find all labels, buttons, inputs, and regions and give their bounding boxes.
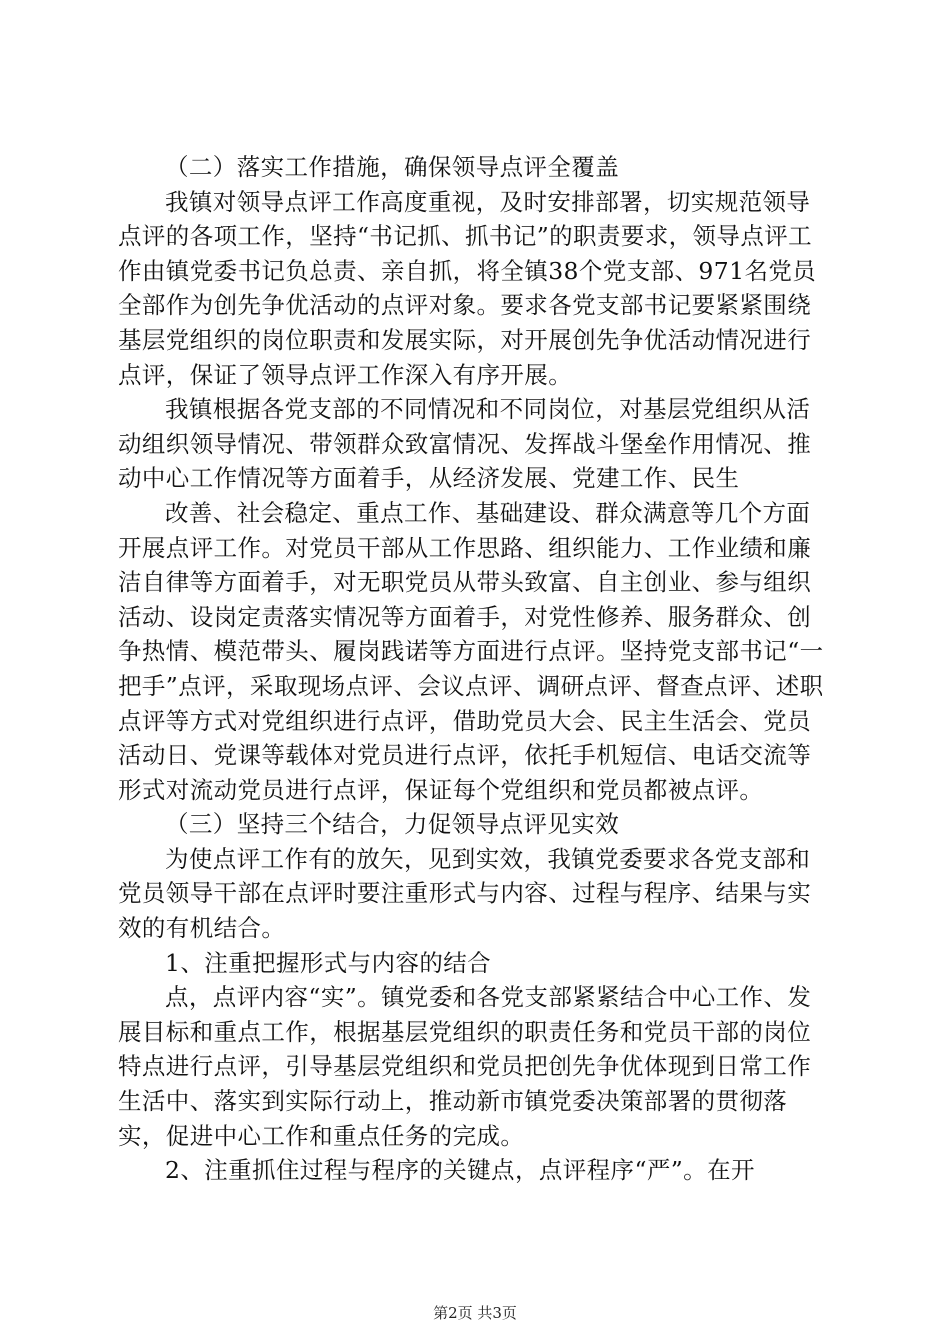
document-body (118, 150, 830, 1188)
paragraph: 改善、社会稳定、重点工作、基础建设、群众满意等几个方面开展点评工作。对党员干部从工作思路、组织能力、工作业绩和廉洁自律等方面着手，对无职党员从带头致富、自主创业、参与组织活动、设岗定责落实情况等方面着手，对党性修养、服务群众、创争热情、模范带头、履岗践诺等方面进行点评。坚持党支部书记“一把手”点评，采取现场点评、会议点评、调研点评、督查点评、述职点评等方式对党组织进行点评，借助党员大会、民主生活会、党员活动日、党课等载体对党员进行点评，依托手机短信、电话交流等形式对流动党员进行点评，保证每个党组织和党员都被点评。 (118, 498, 824, 804)
list-item-heading: 2、注重抓住过程与程序的关键点，点评程序“严”。在开 (165, 1156, 755, 1185)
paragraph: 点，点评内容“实”。镇党委和各党支部紧紧结合中心工作、发展目标和重点工作，根据基层党组织的职责任务和党员干部的岗位特点进行点评，引导基层党组织和党员把创先争优体现到日常工作生活中、落实到实际行动上，推动新市镇党委决策部署的贯彻落实，促进中心工作和重点任务的完成。 (118, 983, 812, 1150)
paragraph: 我镇对领导点评工作高度重视，及时安排部署，切实规范领导点评的各项工作，坚持“书记抓、抓书记”的职责要求，领导点评工作由镇党委书记负总责、亲自抓，将全镇38个党支部、971名党员全部作为创先争优活动的点评对象。要求各党支部书记要紧紧围绕基层党组织的岗位职责和发展实际，对开展创先争优活动情况进行点评，保证了领导点评工作深入有序开展。 (118, 187, 817, 389)
paragraph: 我镇根据各党支部的不同情况和不同岗位，对基层党组织从活动组织领导情况、带领群众致富情况、发挥战斗堡垒作用情况、推动中心工作情况等方面着手，从经济发展、党建工作、民生 (118, 395, 812, 493)
page-footer: 第2页 共3页 (433, 1304, 517, 1322)
list-item-heading: 1、注重把握形式与内容的结合 (165, 948, 492, 977)
section-heading-2: （二）落实工作措施，确保领导点评全覆盖 (165, 153, 620, 181)
paragraph: 为使点评工作有的放矢，见到实效，我镇党委要求各党支部和党员领导干部在点评时要注重形式与内容、过程与程序、结果与实效的有机结合。 (118, 844, 812, 943)
section-heading-3: （三）坚持三个结合，力促领导点评见实效 (165, 810, 620, 839)
